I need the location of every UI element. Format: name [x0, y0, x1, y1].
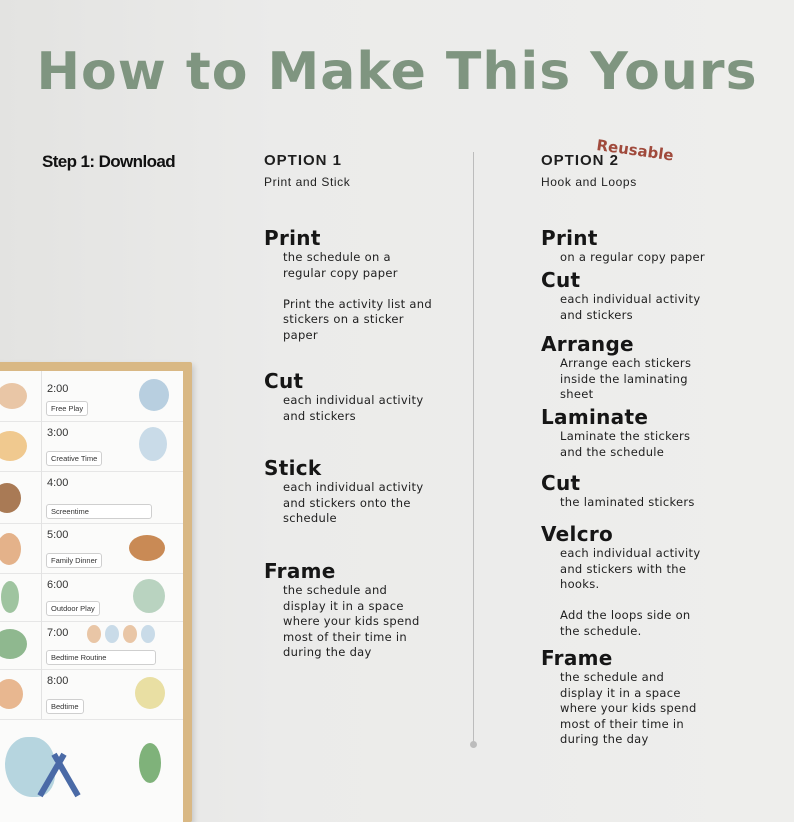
- schedule-activity: Bedtime: [46, 699, 84, 714]
- option-2-step-cut: [541, 268, 761, 323]
- schedule-activity: Creative Time: [46, 451, 102, 466]
- bicycle-illustration-icon: [133, 579, 165, 613]
- child-illustration-icon: [0, 533, 21, 565]
- option-1-step-stick: [264, 456, 464, 527]
- dinner-illustration-icon: [129, 535, 165, 561]
- step-description: the laminated stickers: [560, 495, 695, 509]
- step-description: the schedule on a regular copy paper Print the activity list and stickers on a sticker paper: [283, 250, 432, 342]
- routine-step-icon: [123, 625, 137, 643]
- step-heading: Frame: [541, 646, 613, 670]
- option-1-label: OPTION 1: [264, 152, 343, 169]
- schedule-row: [0, 421, 183, 472]
- child-illustration-icon: [0, 679, 23, 709]
- schedule-row: [0, 573, 183, 622]
- step-description: each individual activity and stickers with the hooks. Add the loops side on the schedule.: [560, 546, 701, 638]
- step-heading: Cut: [541, 471, 581, 495]
- step-description: each individual activity and stickers onto the schedule: [283, 480, 424, 525]
- plate-illustration-icon: [0, 629, 27, 659]
- schedule-row: [0, 523, 183, 574]
- step-description: Laminate the stickers and the schedule: [560, 429, 691, 459]
- step-heading: Laminate: [541, 405, 649, 429]
- step-description: each individual activity and stickers: [560, 292, 701, 322]
- easel-illustration-icon: [0, 483, 21, 513]
- plant-decoration-icon: [139, 743, 161, 783]
- step-heading: Stick: [264, 456, 322, 480]
- schedule-row: [0, 669, 183, 720]
- option-1-step-cut: [264, 369, 464, 424]
- option-2-step-frame: [541, 646, 761, 748]
- schedule-time: 5:00: [47, 529, 69, 541]
- schedule-time: 7:00: [47, 627, 69, 639]
- schedule-activity: Family Dinner: [46, 553, 102, 568]
- schedule-activity: Outdoor Play: [46, 601, 100, 616]
- option-2-step-print: [541, 226, 761, 266]
- step-heading: Cut: [264, 369, 304, 393]
- schedule-activity: Free Play: [46, 401, 88, 416]
- page-title: How to Make This Yours: [36, 42, 758, 102]
- food-illustration-icon: [0, 431, 27, 461]
- step-heading: Cut: [541, 268, 581, 292]
- step-heading: Arrange: [541, 332, 634, 356]
- stacking-toy-illustration-icon: [1, 581, 19, 613]
- step-1-label: Step 1: Download: [42, 152, 176, 171]
- child-illustration-icon: [0, 383, 27, 409]
- option-2-step-velcro: [541, 522, 761, 639]
- schedule-row: [0, 621, 183, 670]
- toys-illustration-icon: [139, 379, 169, 411]
- schedule-board-frame: [0, 362, 192, 822]
- schedule-time: 3:00: [47, 427, 69, 439]
- option-2-label: OPTION 2: [541, 152, 620, 169]
- schedule-time: 8:00: [47, 675, 69, 687]
- reusable-badge: Reusable: [595, 136, 675, 165]
- step-heading: Frame: [264, 559, 336, 583]
- schedule-row: [0, 371, 183, 422]
- starburst-decoration-icon: [51, 753, 80, 798]
- schedule-time: 4:00: [47, 477, 69, 489]
- routine-step-icon: [141, 625, 155, 643]
- schedule-time: 6:00: [47, 579, 69, 591]
- option-1-step-frame: [264, 559, 464, 661]
- step-description: the schedule and display it in a space where your kids spend most of their time in during the day: [283, 583, 420, 659]
- schedule-activity: Bedtime Routine: [46, 650, 156, 665]
- option-2-step-laminate: [541, 405, 761, 460]
- option-2-step-cut-laminated: [541, 471, 761, 511]
- step-description: on a regular copy paper: [560, 250, 705, 264]
- step-heading: Print: [541, 226, 598, 250]
- painting-illustration-icon: [139, 427, 167, 461]
- schedule-time: 2:00: [47, 383, 69, 395]
- option-2-step-arrange: [541, 332, 761, 403]
- option-1-subtitle: Print and Stick: [264, 175, 351, 189]
- schedule-board: [0, 371, 183, 822]
- schedule-row: [0, 471, 183, 524]
- step-description: each individual activity and stickers: [283, 393, 424, 423]
- step-heading: Velcro: [541, 522, 614, 546]
- schedule-activity: Screentime: [46, 504, 152, 519]
- option-1-step-print: [264, 226, 464, 343]
- step-description: the schedule and display it in a space where your kids spend most of their time in during the day: [560, 670, 697, 746]
- option-1-header: [264, 152, 350, 189]
- routine-step-icon: [87, 625, 101, 643]
- step-description: Arrange each stickers inside the laminating sheet: [560, 356, 692, 401]
- sleeping-illustration-icon: [135, 677, 165, 709]
- column-divider: [473, 152, 474, 744]
- step-heading: Print: [264, 226, 321, 250]
- option-2-subtitle: Hook and Loops: [541, 175, 637, 189]
- routine-step-icon: [105, 625, 119, 643]
